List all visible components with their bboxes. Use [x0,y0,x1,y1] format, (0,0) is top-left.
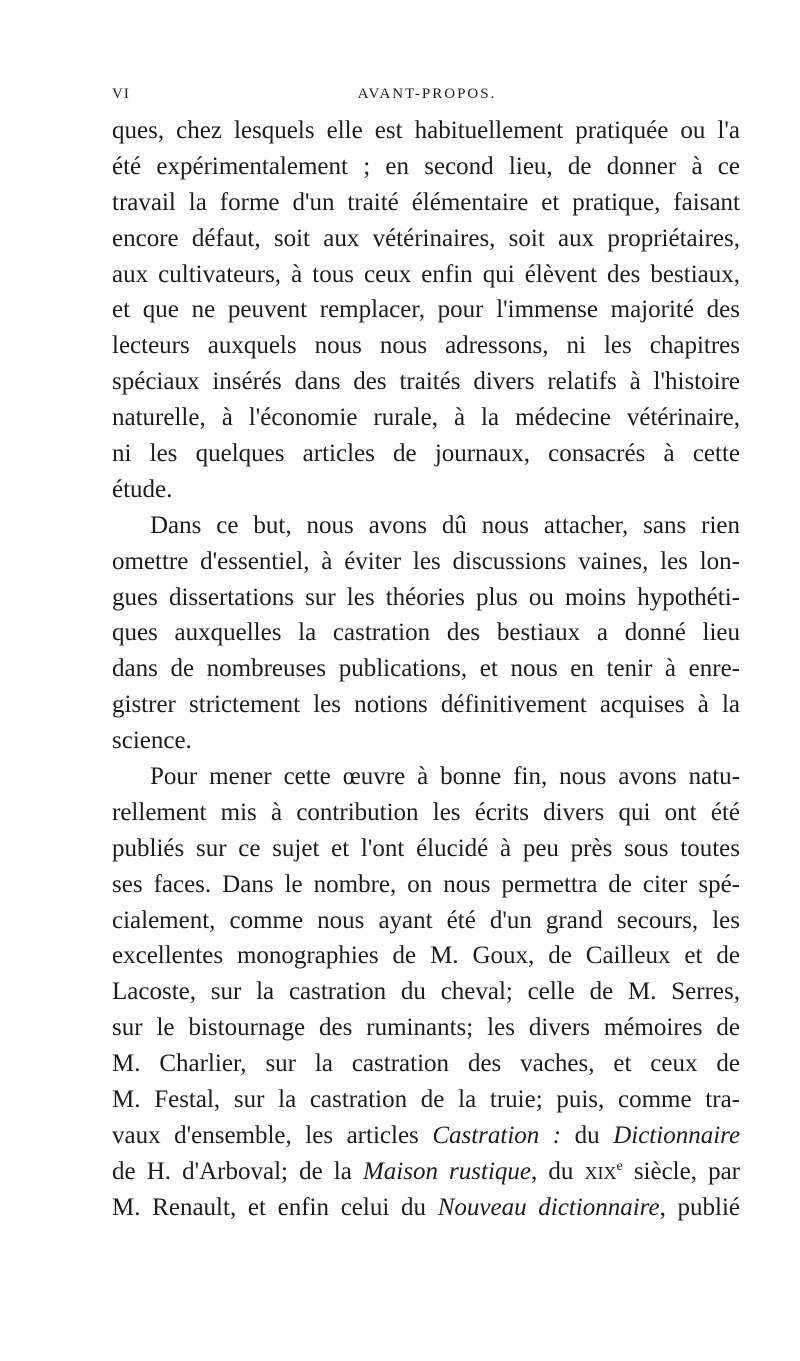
text-line: excellentes monographies de M. Goux, de Cailleux et de [112,942,740,970]
text-line: sur le bistournage des ruminants; les divers mémoires de [112,1014,740,1042]
page-number: VI [112,86,130,102]
text-line [112,1118,740,1154]
text-line: publiés sur ce sujet et l'ont élucidé à peu près sous toutes [112,834,740,862]
body-text [112,113,740,1226]
text-line: ses faces. Dans le nombre, on nous permettra de citer spé- [112,870,740,898]
text-line: été expérimentalement ; en second lieu, de donner à ce [112,152,740,180]
superscript: e [616,1158,623,1174]
text-line: Dans ce but, nous avons dû nous attacher, sans rien [150,511,740,539]
text-line: cialement, comme nous ayant été d'un grand secours, les [112,906,740,934]
text-line: gues dissertations sur les théories plus ou moins hypothéti- [112,583,740,611]
text-line: travail la forme d'un traité élémentaire et pratique, faisant [112,188,740,216]
text-line: ques auxquelles la castration des bestiaux a donné lieu [112,619,740,647]
text-line: ques, chez lesquels elle est habituellement pratiquée ou l'a [112,117,740,144]
text-line: étude. [112,475,173,503]
text-line: Pour mener cette œuvre à bonne fin, nous avons natu- [150,763,740,791]
text-segment: , du [531,1157,574,1185]
running-head [112,86,742,110]
text-line: lecteurs auxquels nous nous adressons, ni les chapitres [112,332,740,360]
italic-title: Nouveau dictionnaire [437,1193,660,1221]
text-segment: M. Renault, et enfin celui du [112,1193,426,1221]
text-line: aux cultivateurs, à tous ceux enfin qui élèvent des bestiaux, [112,260,740,288]
text-line: rellement mis à contribution les écrits divers qui ont été [112,798,740,826]
text-line: M. Charlier, sur la castration des vaches, et ceux de [112,1050,740,1078]
text-line: spéciaux insérés dans des traités divers relatifs à l'histoire [112,368,740,396]
text-line: omettre d'essentiel, à éviter les discussions vaines, les lon- [112,547,740,575]
text-line [112,1154,740,1190]
text-segment: du [574,1121,600,1149]
text-line: ni les quelques articles de journaux, consacrés à cette [112,440,740,468]
text-line: science. [112,727,192,755]
text-line: gistrer strictement les notions définitivement acquises à la [112,691,740,719]
century-numeral: xix [584,1157,617,1185]
text-line [112,1190,740,1226]
text-segment: vaux d'ensemble, les articles [112,1121,419,1149]
text-line: Lacoste, sur la castration du cheval; celle de M. Serres, [112,978,740,1006]
text-line: dans de nombreuses publications, et nous en tenir à enre- [112,655,740,683]
text-line: M. Festal, sur la castration de la truie; puis, comme tra- [112,1086,740,1114]
text-segment: de H. d'Arboval; de la [112,1157,352,1185]
italic-title: Dictionnaire [613,1121,740,1149]
italic-title: Maison rustique [362,1157,532,1185]
text-line: et que ne peuvent remplacer, pour l'immense majorité des [112,296,740,324]
text-segment: siècle, par [633,1157,740,1185]
text-line: encore défaut, soit aux vétérinaires, soit aux propriétaires, [112,224,740,252]
text-segment: , publié [659,1193,740,1221]
italic-title: Castration : [432,1121,562,1149]
running-head-title: AVANT-PROPOS. [357,86,497,102]
text-line: naturelle, à l'économie rurale, à la médecine vétérinaire, [112,404,740,432]
